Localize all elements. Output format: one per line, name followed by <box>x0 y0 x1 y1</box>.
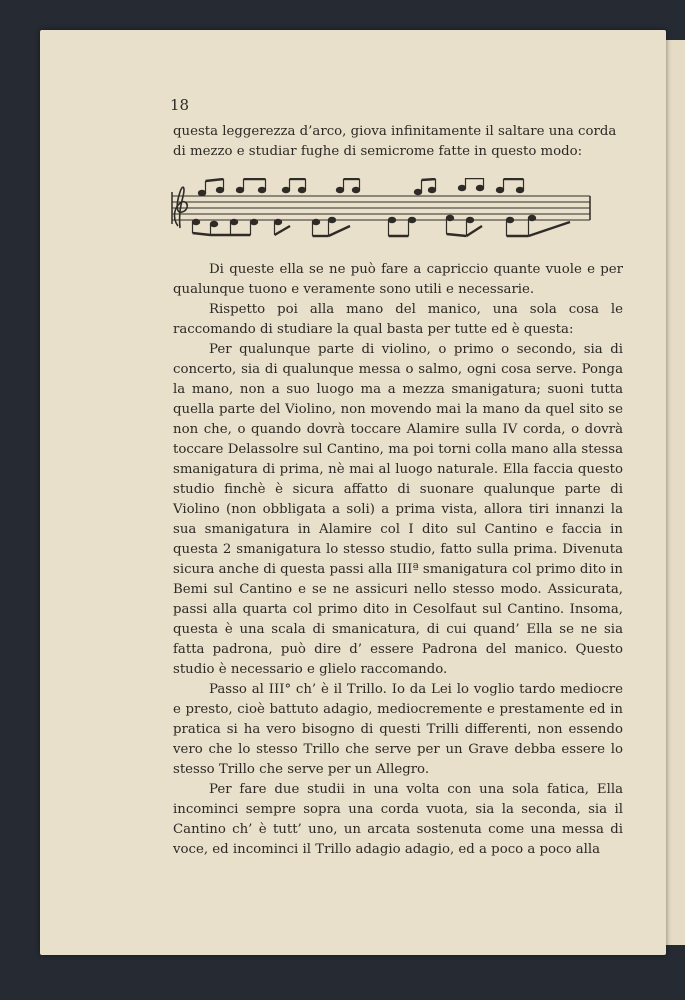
page-content <box>40 30 666 955</box>
body-text <box>173 260 623 860</box>
intro-line-2: di mezzo e studiar fughe di semicrome fatte in questo modo: <box>173 144 583 159</box>
intro-line-1: questa leggerezza d’arco, giova infinitamente il saltare una corda <box>173 124 617 139</box>
book-page <box>40 30 666 955</box>
paragraph: Per qualunque parte di violino, o primo o secondo, sia di concerto, sia di qualunque messa o salmo, ogni cosa serve. Ponga la mano, non a suo luogo ma a mezza smanigatura; suoni tutta quella parte del Violino, non movendo mai la mano da quel sito se non che, o quando dovrà toccare Alamire sulla IV corda, o dovrà toccare Delassolre sul Cantino, ma poi torni colla mano alla stessa smanigatura di prima, nè mai al luogo naturale. Ella faccia questo studio finchè è sicura affatto di suonare qualunque parte di Violino (non obbligata a soli) a prima vista, allora tiri innanzi la sua smanigatura in Alamire col I dito sul Cantino e faccia in questa 2 smanigatura lo stesso studio, fatto sulla prima. Divenuta sicura anche di questa passi alla IIIª smanigatura col primo dito in Bemi sul Cantino e se ne assicuri nello stesso modo. Assicurata, passi alla quarta col primo dito in Cesolfaut sul Cantino. Insoma, questa è una scala di smanicatura, di cui quand’ Ella se ne sia fatta padrona, può dire d’ essere Padrona del manico. Questo studio è necessario e glielo raccomando. <box>173 342 623 677</box>
paragraph: Passo al III° ch’ è il Trillo. Io da Lei lo voglio tardo mediocre e presto, cioè battuto adagio, mediocremente e prestamente ed in pratica si ha vero bisogno di questi Trilli differenti, non essendo vero che lo stesso Trillo che serve per un Grave debba essere lo stesso Trillo che serve per un Allegro. <box>173 682 623 777</box>
music-notation-figure <box>170 178 592 244</box>
paragraph: Di queste ella se ne può fare a capriccio quante vuole e per qualunque tuono e veramente sono utili e necessarie. <box>173 262 623 297</box>
paragraph: Rispetto poi alla mano del manico, una sola cosa le raccomando di studiare la qual basta per tutte ed è questa: <box>173 302 623 337</box>
page-number: 18 <box>170 96 190 114</box>
intro-text <box>173 122 623 162</box>
paragraph: Per fare due studii in una volta con una sola fatica, Ella incominci sempre sopra una corda vuota, sia la seconda, sia il Cantino ch’ è tutt’ uno, un arcata sostenuta come una messa di voce, ed incominci il Trillo adagio adagio, ed a poco a poco alla <box>173 782 623 857</box>
